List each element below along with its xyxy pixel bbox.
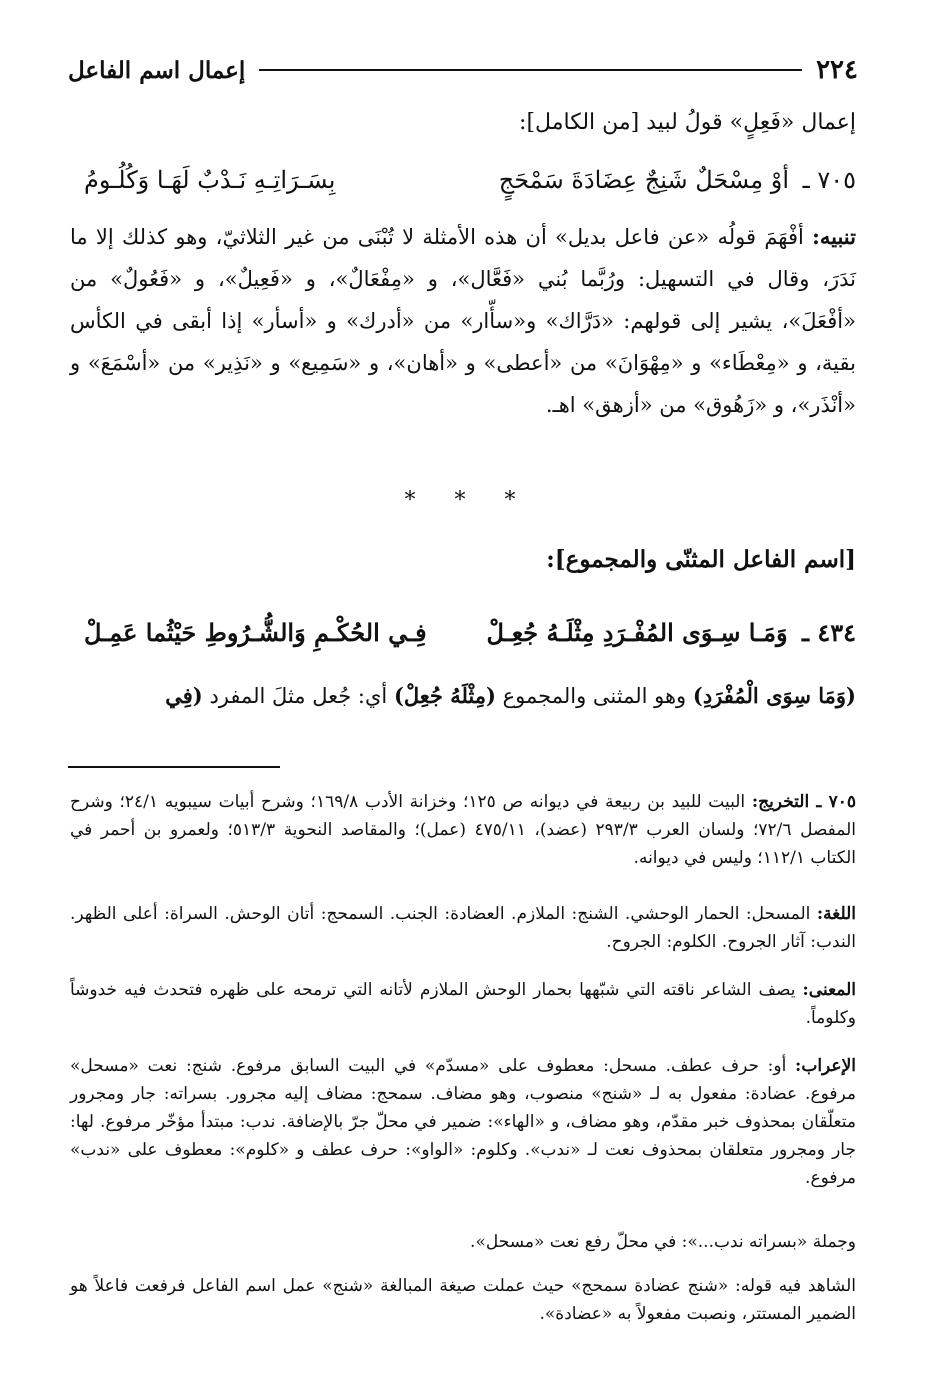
- commentary-quote-2: (مِثْلَهُ جُعِلْ): [393, 683, 496, 708]
- verse-434-number: ٤٣٤ ـ: [801, 617, 856, 647]
- section-divider: * * *: [404, 488, 532, 513]
- lugha-text: المسحل: الحمار الوحشي. الشنج: الملازم. العضادة: الجنب. السمحج: أتان الوحش. السراة: أعلى الظهر. الندب: آثار الجروح. الكلوم: الجروح.: [70, 904, 856, 952]
- intro-line: إعمال «فَعِلٍ» قولُ لبيد [من الكامل]:: [519, 110, 856, 135]
- verse-705-first-hemistich: [499, 166, 856, 194]
- footnote-lugha: [70, 900, 856, 956]
- footnote-jumla: وجملة «بسراته ندب...»: في محلّ رفع نعت «مسحل».: [470, 1232, 856, 1252]
- verse-705-first-text: أوْ مِسْحَلٌ شَنِجٌ عِضَادَةَ سَمْحَجٍ: [498, 166, 790, 194]
- verse-705-number: ٧٠٥ ـ: [802, 166, 856, 194]
- commentary-text-1: وهو المثنى والمجموع: [502, 684, 687, 708]
- section-title: [اسم الفاعل المثنّى والمجموع]:: [546, 546, 856, 573]
- page-number: ٢٢٤: [816, 55, 858, 85]
- commentary-quote-1: (وَمَا سِوَى الْمُفْرَدِ): [692, 683, 856, 708]
- irab-label: الإعراب:: [795, 1056, 856, 1076]
- footnote-shahid: الشاهد فيه قوله: «شنج عضادة سمحج» حيث عملت صيغة المبالغة «شنج» عمل اسم الفاعل فرفعت فاعلاً هو الضمير المستتر، ونصبت مفعولاً به «عضادة».: [70, 1276, 856, 1324]
- footnote-irab: [70, 1052, 856, 1192]
- header-rule: [259, 69, 802, 71]
- commentary-text-2: أي: جُعل مثلَ المفرد: [209, 684, 388, 708]
- verse-434-first-text: وَمَـا سِـوَى المُفْـرَدِ مِثْلَـهُ جُعِـلْ: [486, 617, 788, 647]
- verse-434: [84, 610, 856, 654]
- takhrij-text: البيت للبيد بن ربيعة في ديوانه ص ١٢٥؛ وخزانة الأدب ١٦٩/٨؛ وشرح أبيات سيبويه ٢٤/١؛ وشرح المفصل ٧٢/٦؛ ولسان العرب ٢٩٣/٣ (عضد)، ٤٧٥/١١ (عمل)؛ والمقاصد النحوية ٥١٣/٣؛ ولعمرو بن أحمر في الكتاب ١١٢/١؛ وليس في ديوانه.: [70, 792, 857, 868]
- page-header: [68, 50, 858, 90]
- takhrij-label: ٧٠٥ ـ التخريج:: [751, 792, 857, 812]
- commentary-line: [70, 676, 856, 716]
- tanbih-label: تنبيه:: [812, 224, 856, 249]
- maana-text: يصف الشاعر ناقته التي شبّهها بحمار الوحش الملازم لأتانه التي ترمحه على ظهره فتحدث فيه خدوشاً وكلوماً.: [70, 980, 856, 1028]
- lugha-label: اللغة:: [816, 904, 856, 924]
- irab-text: أو: حرف عطف. مسحل: معطوف على «مسدّم» في البيت السابق مرفوع. شنج: نعت «مسحل» مرفوع. عضادة: مفعول به لـ «شنج» منصوب، وهو مضاف. سمحج: مضاف إليه مجرور. بسراته: جار ومجرور متعلّقان بمحذوف خبر مقدّم، وهو مضاف، و «الهاء»: ضمير في محلّ جرّ بالإضافة. ندب: مبتدأ مؤخّر مرفوع. لها: جار ومجرور متعلقان بمحذوف نعت لـ «ندب». وكلوم: «الواو»: حرف عطف و «كلوم»: معطوف على «ندب» مرفوع.: [70, 1056, 856, 1188]
- running-title: إعمال اسم الفاعل: [68, 56, 246, 84]
- tanbih-text: أفْهَمَ قولُه «عن فاعل بديل» أن هذه الأمثلة لا تُبْنَى من غير الثلاثيّ، وهو كذلك إلا ما نَدَرَ، وقال في التسهيل: ورُبَّما بُني «فَعَّال»، و «مِفْعَالٌ»، و «فَعِيلٌ»، و «فَعُولٌ» من «أفْعَلَ»، يشير إلى قولهم: «دَرَّاك» و«سأّار» من «أدرك» و «أسأر» إذا أبقى في الكأس بقية، و «مِعْطَاء» و «مِهْوَانَ» من «أعطى» و «أهان»، و «سَمِيع» و «نَذِير» من «أسْمَعَ» و «أنْذَر»، و «زَهُوق» من «أزهق» اهـ.: [70, 225, 856, 417]
- footnote-maana: [70, 976, 856, 1032]
- verse-705-second-hemistich: بِسَـرَاتِـهِ نَـدْبٌ لَهَـا وَكُلُـومُ: [84, 166, 336, 194]
- verse-434-second-hemistich: فِـي الحُكْـمِ وَالشُّـرُوطِ حَيْثُما عَمِـلْ: [84, 617, 427, 647]
- footnote-takhrij: [70, 788, 856, 872]
- tanbih-paragraph: [70, 216, 856, 426]
- maana-label: المعنى:: [802, 980, 857, 1000]
- footnote-separator: [68, 766, 280, 768]
- verse-434-first-hemistich: [487, 618, 856, 647]
- commentary-quote-3: (فِي: [165, 683, 203, 708]
- verse-705: [84, 158, 856, 202]
